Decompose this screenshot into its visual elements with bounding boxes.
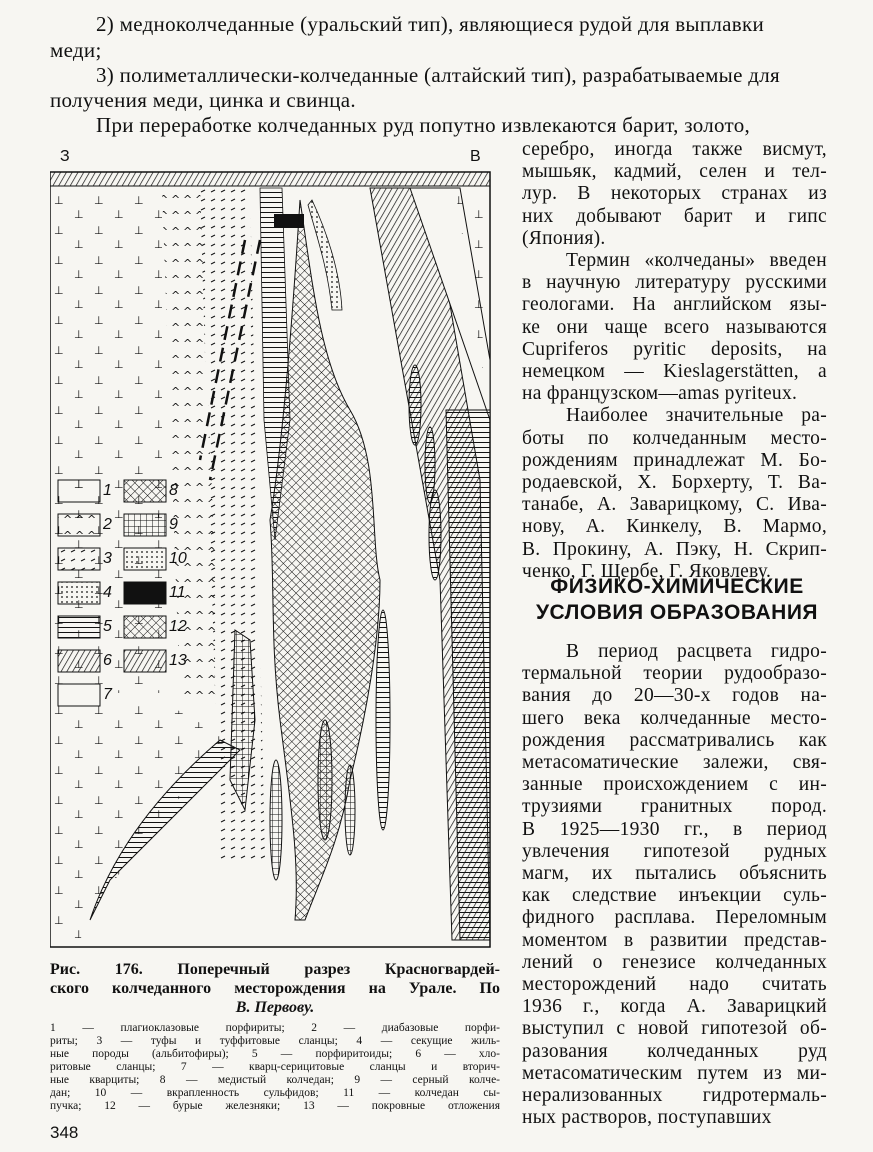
figure-caption-line: Рис. 176. Поперечный разрез Красногвардей- [50,961,500,978]
text-line: моментом в развитии представ- [522,929,827,951]
text-line: Термин «колчеданы» введен [566,250,827,271]
text-line: фидного расплава. Переломным [522,907,827,929]
text-line: меди; [50,38,102,62]
text-line: При переработке колчеданных руд попутно извлекаются барит, золото, [96,113,751,137]
text-line: 2) медноколчеданные (уральский тип), являющиеся рудой для выплавки [96,12,765,36]
figure-caption-author: В. Первову. [235,999,315,1016]
text-line: в научную литературу русскими [522,272,827,294]
text-line: рождениям принадлежат М. Бо- [522,449,827,471]
section-heading: УСЛОВИЯ ОБРАЗОВАНИЯ [535,601,819,624]
legend-text-line: ритовые сланцы; 7 — кварц-серицитовые сланцы и вторич- [50,1061,500,1073]
text-line: серебро, иногда также висмут, [522,139,827,160]
text-line: вания до 20—30-х годов на- [522,685,827,707]
text-line: шего века колчеданные место- [522,707,827,729]
text-line: магм, их пытались объяснить [522,863,827,884]
document-page: 2) медноколчеданные (уральский тип), являющиеся рудой для выплавки меди; 3) полиметаллически-колчеданные (алтайский тип), разрабатываемые для получения меди, цинка и свинца. При переработке колчеданных руд попутно извлекаются барит, золото, З В 1 2 3 4 5 6 7 8 9 10 11 12 13 Рис. 176. Поперечный разрез Красногвардей- ского колчеданного месторождения на Урале. По В. Первову. 1 — плагиоклазовые порфириты; 2 — диабазовые порфи- риты; 3 — туфы и туффитовые сланцы; 4 — секущие жиль- ные породы (альбитофиры); 5 — порфиритоиды; 6 — хло- ритовые сланцы; 7 — кварц-серицитовые сланцы и вторич- ные кварциты; 8 — медистый колчедан; 9 — серный колче- дан; 10 — вкрапленность сульфидов; 11 — колчедан сы- пучка; 12 — бурые железняки; 13 — покровные отложения серебро, иногда также висмут, мышьяк, кадмий, селен и тел- лур. В некоторых странах из них добывают барит и гипс (Япония). Термин «колчеданы» введен в научную литературу русскими геологами. На английском язы- ке они чаще всего называются Cupriferos pyritic deposits, на немецком — Kieslagerstätten, а на французском—amas pyriteux. Наиболее значительные ра- боты по колчеданным место- рождениям принадлежат М. Бо- родаевской, Х. Борхерту, Т. Ва- танабе, А. Заварицкому, С. Ива- нову, А. Кинкелу, В. Мармо, В. Прокину, А. Пэку, Н. Скрип- ченко, Г. Щербе, Г. Яковлеву. ФИЗИКО-ХИМИЧЕСКИЕ УСЛОВИЯ ОБРАЗОВАНИЯ В период расцвета гидро- термальной теории рудообразо- вания до 20—30-х годов на- шего века колчеданные место- рождения рассматривались как метасоматические залежи, свя- занные происхождением с ин- трузиями гранитных пород. В 1925—1930 гг., в период увлечения гипотезой рудных магм, их пытались объяснить как следствие инъекции суль- фидного расплава. Переломным моментом в развитии представ- лений о генезисе колчеданных месторождений надо считать 1936 г., когда А. Заварицкий выступил с новой гипотезой об- разования колчеданных руд метасоматическим путем из ми- нерализованных гидротермаль- ных растворов, поступавших 348 [50,12,827,1142]
text-line: (Япония). [522,227,606,249]
text-line: как следствие инъекции суль- [522,885,827,907]
legend-text-line: 1 — плагиоклазовые порфириты; 2 — диабазовые порфи- [50,1022,500,1034]
text-line: нову, А. Кинкелу, В. Мармо, [522,516,827,538]
text-line: выступил с новой гипотезой об- [522,1018,827,1040]
text-line: лений о генезисе колчеданных [522,951,827,973]
text-line: нерализованных гидротермаль- [522,1085,827,1106]
text-line: мышьяк, кадмий, селен и тел- [522,161,827,183]
text-line: геологами. На английском язы- [522,294,827,316]
text-line: Наиболее значительные ра- [566,405,827,427]
text-line: лур. В некоторых странах из [522,183,827,205]
text-line: ченко, Г. Щербе, Г. Яковлеву. [522,560,772,582]
text-line: месторождений надо считать [522,974,827,995]
text-line: В период расцвета гидро- [566,641,827,662]
legend-text-line: риты; 3 — туфы и туффитовые сланцы; 4 — секущие жиль- [50,1035,500,1047]
legend-text-line: дан; 10 — вкрапленность сульфидов; 11 — колчедан сы- [50,1087,500,1099]
east-label: В [470,148,481,165]
text-line: трузиями гранитных пород. [522,796,827,818]
text-line: В. Прокину, А. Пэку, Н. Скрип- [522,538,827,560]
text-line: Cupriferos pyritic deposits, на [522,338,827,360]
text-line: 3) полиметаллически-колчеданные (алтайский тип), разрабатываемые для [96,63,780,87]
text-line: термальной теории рудообразо- [522,663,827,685]
legend-text-line: пучка; 12 — бурые железняки; 13 — покровные отложения [50,1100,500,1112]
text-line: В 1925—1930 гг., в период [522,818,827,840]
text-line: рождения рассматривались как [522,729,827,751]
text-line: танабе, А. Заварицкому, С. Ива- [522,494,827,516]
text-line: боты по колчеданным место- [522,427,827,449]
text-line: 1936 г., когда А. Заварицкий [522,996,827,1018]
text-line: метасоматическим путем из ми- [522,1062,827,1084]
legend-text-line: ные породы (альбитофиры); 5 — порфиритоиды; 6 — хло- [50,1048,500,1060]
text-line: на французском—amas pyriteux. [522,383,798,405]
text-line: ке они чаще всего называются [522,316,827,338]
text-line: ных растворов, поступавших [522,1107,772,1129]
text-line: родаевской, Х. Борхерту, Т. Ва- [522,472,827,493]
text-line: увлечения гипотезой рудных [522,840,827,862]
cross-section-figure [50,160,500,950]
page-number: 348 [50,1123,79,1142]
text-line: метасоматические залежи, свя- [522,752,827,773]
west-label: З [60,148,70,165]
text-line: получения меди, цинка и свинца. [50,88,356,112]
section-heading: ФИЗИКО-ХИМИЧЕСКИЕ [550,575,804,598]
text-line: занные происхождением с ин- [522,774,827,796]
legend-text-line: ные кварциты; 8 — медистый колчедан; 9 — серный колче- [50,1074,500,1086]
figure-caption-line: ского колчеданного месторождения на Урале. По [50,980,500,997]
text-line: немецком — Kieslagerstätten, а [522,361,827,382]
text-line: них добывают барит и гипс [522,205,827,227]
text-line: разования колчеданных руд [522,1040,827,1062]
